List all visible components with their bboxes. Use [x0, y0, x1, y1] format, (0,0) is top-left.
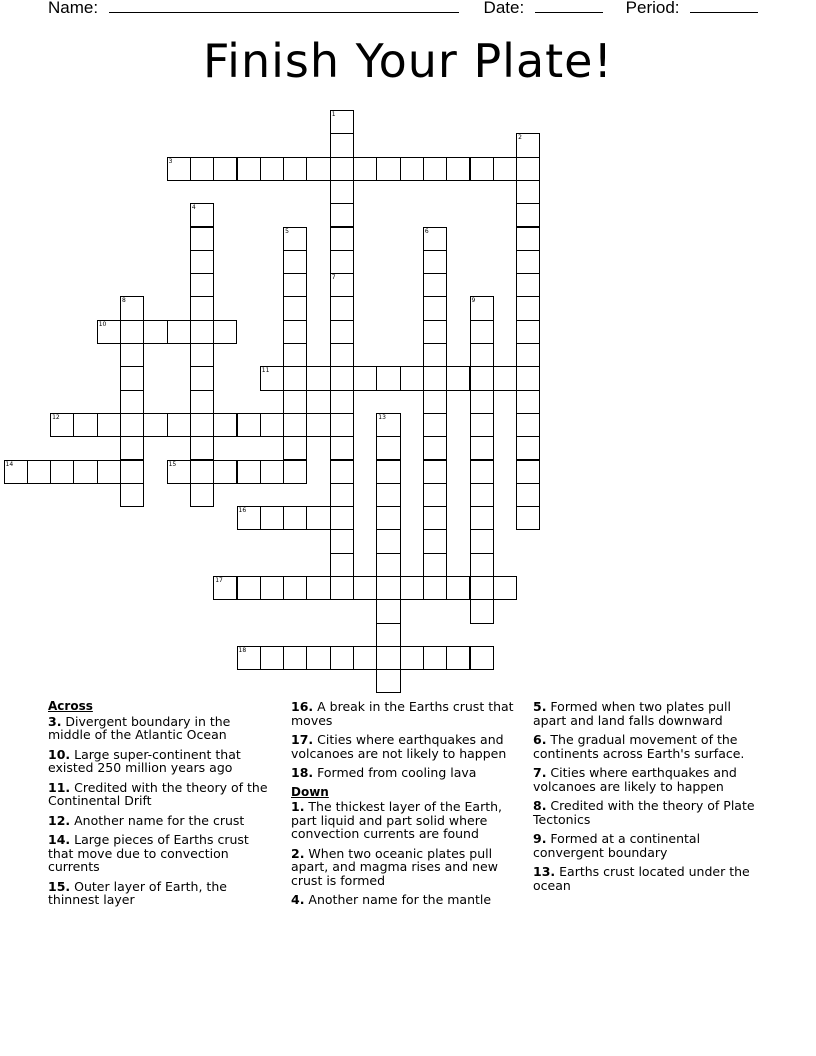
grid-cell[interactable] — [376, 483, 400, 507]
grid-cell[interactable] — [120, 320, 144, 344]
clue-number: 10 — [98, 320, 107, 328]
grid-cell[interactable] — [190, 296, 214, 320]
grid-cell[interactable] — [423, 366, 447, 390]
grid-cell[interactable] — [330, 343, 354, 367]
grid-cell[interactable] — [330, 483, 354, 507]
clue-item-number: 15. — [48, 878, 71, 894]
grid-cell[interactable] — [330, 506, 354, 530]
clue-item — [48, 814, 276, 828]
clue-item-number: 4. — [291, 892, 305, 907]
grid-cell[interactable] — [423, 343, 447, 367]
clue-item-number: 10. — [48, 746, 71, 762]
grid-cell[interactable] — [167, 413, 191, 437]
clue-number: 18 — [238, 646, 247, 654]
clue-item — [48, 880, 276, 907]
grid-cell[interactable] — [260, 576, 284, 600]
grid-cell[interactable] — [306, 366, 330, 390]
clue-number: 17 — [215, 577, 223, 584]
period-label: Period: — [625, 0, 680, 17]
clue-item-number: 6. — [533, 732, 547, 747]
clue-number: 13 — [378, 413, 386, 421]
clue-item-number: 13. — [533, 864, 556, 879]
grid-cell[interactable] — [493, 576, 517, 600]
grid-cell[interactable] — [446, 646, 470, 670]
grid-cell[interactable] — [470, 599, 494, 623]
grid-cell[interactable] — [516, 180, 540, 204]
grid-cell[interactable] — [423, 553, 447, 577]
grid-cell[interactable] — [516, 460, 540, 484]
clue-item — [533, 700, 768, 727]
grid-cell[interactable] — [143, 320, 167, 344]
grid-cell[interactable] — [376, 157, 400, 181]
date-label: Date: — [483, 0, 525, 17]
grid-cell[interactable] — [446, 366, 470, 390]
grid-cell[interactable] — [423, 436, 447, 460]
grid-cell[interactable] — [353, 366, 377, 390]
grid-cell[interactable] — [330, 390, 354, 414]
clue-item — [291, 893, 523, 907]
grid-cell[interactable] — [283, 343, 307, 367]
grid-cell[interactable] — [330, 576, 354, 600]
grid-cell[interactable] — [376, 436, 400, 460]
grid-cell[interactable] — [190, 366, 214, 390]
clues-column-1 — [48, 700, 276, 913]
clue-item — [291, 800, 523, 841]
grid-cell[interactable] — [283, 320, 307, 344]
grid-cell[interactable] — [470, 483, 494, 507]
grid-cell[interactable] — [516, 203, 540, 227]
grid-cell[interactable] — [330, 296, 354, 320]
grid-cell[interactable] — [353, 646, 377, 670]
grid-cell[interactable] — [260, 506, 284, 530]
grid-cell[interactable] — [306, 506, 330, 530]
grid-cell[interactable] — [330, 553, 354, 577]
grid-cell[interactable] — [376, 599, 400, 623]
grid-cell[interactable] — [283, 366, 307, 390]
grid-cell[interactable] — [423, 250, 447, 274]
clue-item — [533, 832, 768, 859]
clue-item-text: Large pieces of Earths crust that move due to convection currents — [48, 832, 249, 874]
grid-cell[interactable] — [376, 646, 400, 670]
grid-cell[interactable] — [306, 413, 330, 437]
grid-cell[interactable] — [423, 413, 447, 437]
across-heading: Across — [48, 699, 93, 713]
grid-cell[interactable] — [376, 506, 400, 530]
grid-cell[interactable] — [260, 157, 284, 181]
grid-cell[interactable] — [120, 460, 144, 484]
clue-number: 12 — [52, 413, 60, 421]
grid-cell[interactable] — [73, 460, 97, 484]
grid-cell[interactable] — [516, 436, 540, 460]
clue-item-number: 8. — [533, 798, 547, 813]
clue-number: 4 — [191, 204, 196, 212]
grid-cell[interactable] — [470, 646, 494, 670]
grid-cell[interactable] — [470, 553, 494, 577]
clue-number: 15 — [168, 460, 177, 468]
grid-cell[interactable] — [330, 366, 354, 390]
grid-cell[interactable] — [190, 483, 214, 507]
grid-cell[interactable] — [330, 133, 354, 157]
grid-cell[interactable] — [470, 529, 494, 553]
grid-cell[interactable] — [376, 529, 400, 553]
grid-cell[interactable] — [446, 157, 470, 181]
clue-item-number: 17. — [291, 732, 314, 747]
grid-cell[interactable] — [330, 413, 354, 437]
clue-item-text: The gradual movement of the continents across Earth's surface. — [533, 732, 745, 761]
grid-cell[interactable] — [283, 646, 307, 670]
grid-cell[interactable] — [516, 366, 540, 390]
grid-cell[interactable] — [330, 529, 354, 553]
grid-cell[interactable] — [330, 646, 354, 670]
grid-cell[interactable] — [283, 576, 307, 600]
grid-cell[interactable] — [50, 460, 74, 484]
grid-cell[interactable] — [423, 576, 447, 600]
clue-item-text: Cities where earthquakes and volcanoes are likely to happen — [533, 765, 737, 794]
grid-cell[interactable] — [516, 250, 540, 274]
grid-cell[interactable] — [376, 576, 400, 600]
clue-item — [48, 833, 276, 874]
grid-cell[interactable] — [190, 413, 214, 437]
grid-cell[interactable] — [493, 366, 517, 390]
clue-number: 5 — [285, 227, 289, 235]
grid-cell[interactable] — [283, 390, 307, 414]
grid-cell[interactable] — [470, 506, 494, 530]
clue-number: 2 — [518, 134, 522, 142]
grid-cell[interactable] — [213, 413, 237, 437]
clue-item — [533, 766, 768, 793]
grid-cell[interactable] — [306, 646, 330, 670]
grid-cell[interactable] — [190, 390, 214, 414]
grid-cell[interactable] — [470, 157, 494, 181]
grid-cell[interactable] — [423, 390, 447, 414]
clue-item-text: Cities where earthquakes and volcanoes are not likely to happen — [291, 732, 507, 761]
grid-cell[interactable] — [330, 157, 354, 181]
grid-cell[interactable] — [423, 320, 447, 344]
grid-cell[interactable] — [516, 343, 540, 367]
name-label: Name: — [48, 0, 99, 17]
clue-item-number: 7. — [533, 765, 547, 780]
grid-cell[interactable] — [376, 366, 400, 390]
clue-item-text: Another name for the crust — [70, 812, 245, 828]
grid-cell[interactable] — [423, 529, 447, 553]
clue-number: 7 — [331, 274, 336, 282]
clue-item-text: Outer layer of Earth, the thinnest layer — [48, 878, 227, 907]
grid-cell[interactable] — [516, 273, 540, 297]
clue-item-text: A break in the Earths crust that moves — [291, 699, 514, 728]
grid-cell[interactable] — [400, 366, 424, 390]
grid-cell[interactable] — [283, 273, 307, 297]
clue-item-text: The thickest layer of the Earth, part liquid and part solid where convection currents are found — [291, 799, 503, 841]
grid-cell[interactable] — [470, 413, 494, 437]
grid-cell[interactable] — [516, 296, 540, 320]
clue-number: 9 — [471, 297, 476, 305]
grid-cell[interactable] — [470, 436, 494, 460]
grid-cell[interactable] — [120, 436, 144, 460]
clue-item-number: 14. — [48, 832, 71, 847]
clue-item-number: 5. — [533, 699, 547, 714]
grid-cell[interactable] — [423, 273, 447, 297]
clues-column-3 — [533, 700, 768, 898]
clue-item-text: Formed when two plates pull apart and land falls downward — [533, 699, 731, 728]
grid-cell[interactable] — [376, 460, 400, 484]
grid-cell[interactable] — [213, 320, 237, 344]
grid-cell[interactable] — [470, 343, 494, 367]
grid-cell[interactable] — [306, 157, 330, 181]
clue-item-text: Large super-continent that existed 250 million years ago — [48, 746, 241, 775]
grid-cell[interactable] — [260, 413, 284, 437]
clue-item-number: 1. — [291, 799, 305, 814]
grid-cell[interactable] — [237, 460, 261, 484]
clue-item-number: 11. — [48, 779, 71, 795]
grid-cell[interactable] — [283, 436, 307, 460]
grid-cell[interactable] — [237, 413, 261, 437]
clue-number: 16 — [238, 507, 247, 515]
grid-cell[interactable] — [97, 413, 121, 437]
grid-cell[interactable] — [470, 320, 494, 344]
clue-item-number: 3. — [48, 713, 62, 729]
grid-cell[interactable] — [120, 413, 144, 437]
grid-cell[interactable] — [376, 669, 400, 693]
grid-cell[interactable] — [516, 413, 540, 437]
grid-cell[interactable] — [330, 180, 354, 204]
clue-item — [533, 865, 768, 892]
grid-cell[interactable] — [516, 506, 540, 530]
grid-cell[interactable] — [353, 157, 377, 181]
grid-cell[interactable] — [190, 320, 214, 344]
grid-cell[interactable] — [376, 623, 400, 647]
grid-cell[interactable] — [423, 460, 447, 484]
grid-cell[interactable] — [283, 296, 307, 320]
clue-item-text: Formed from cooling lava — [313, 765, 477, 780]
clue-number: 6 — [424, 227, 429, 235]
grid-cell[interactable] — [470, 390, 494, 414]
grid-cell[interactable] — [330, 436, 354, 460]
grid-cell[interactable] — [353, 576, 377, 600]
clue-number: 8 — [122, 297, 126, 305]
clue-item-text: When two oceanic plates pull apart, and magma rises and new crust is formed — [291, 845, 498, 888]
clue-item-number: 18. — [291, 765, 314, 780]
grid-cell[interactable] — [143, 413, 167, 437]
grid-cell[interactable] — [376, 553, 400, 577]
grid-cell[interactable] — [237, 157, 261, 181]
clue-item — [48, 715, 276, 742]
grid-cell[interactable] — [516, 157, 540, 181]
grid-cell[interactable] — [190, 250, 214, 274]
grid-cell[interactable] — [190, 343, 214, 367]
grid-cell[interactable] — [190, 436, 214, 460]
grid-cell[interactable] — [423, 506, 447, 530]
grid-cell[interactable] — [120, 390, 144, 414]
clue-item-text: Divergent boundary in the middle of the Atlantic Ocean — [48, 713, 231, 742]
grid-cell[interactable] — [260, 646, 284, 670]
grid-cell[interactable] — [283, 250, 307, 274]
clue-item — [48, 748, 276, 775]
clue-item-number: 9. — [533, 831, 547, 846]
clue-item — [291, 847, 523, 888]
clue-item-text: Credited with the theory of the Continental Drift — [48, 779, 268, 808]
clue-item-text: Formed at a continental convergent boundary — [533, 831, 701, 860]
grid-cell[interactable] — [330, 203, 354, 227]
grid-cell[interactable] — [306, 576, 330, 600]
clue-number: 14 — [5, 460, 14, 468]
clues-column-2 — [291, 700, 523, 913]
grid-cell[interactable] — [120, 343, 144, 367]
clue-item — [291, 700, 523, 727]
clue-item — [533, 733, 768, 760]
clue-number: 11 — [261, 367, 270, 375]
clue-number: 1 — [331, 111, 336, 118]
grid-cell[interactable] — [330, 460, 354, 484]
grid-cell[interactable] — [213, 157, 237, 181]
clue-item-number: 16. — [291, 699, 314, 714]
grid-cell[interactable] — [283, 413, 307, 437]
grid-cell[interactable] — [330, 320, 354, 344]
grid-cell[interactable] — [237, 576, 261, 600]
clue-item-text: Another name for the mantle — [304, 892, 492, 907]
clue-item — [533, 799, 768, 826]
grid-cell[interactable] — [423, 483, 447, 507]
grid-cell[interactable] — [423, 157, 447, 181]
grid-cell[interactable] — [167, 320, 191, 344]
grid-cell[interactable] — [400, 646, 424, 670]
grid-cell[interactable] — [330, 250, 354, 274]
grid-cell[interactable] — [516, 320, 540, 344]
grid-cell[interactable] — [283, 506, 307, 530]
clue-item — [48, 781, 276, 808]
clue-item-text: Earths crust located under the ocean — [533, 864, 750, 893]
grid-cell[interactable] — [516, 483, 540, 507]
grid-cell[interactable] — [470, 576, 494, 600]
grid-cell[interactable] — [446, 576, 470, 600]
grid-cell[interactable] — [213, 460, 237, 484]
grid-cell[interactable] — [283, 460, 307, 484]
grid-cell[interactable] — [190, 227, 214, 251]
grid-cell[interactable] — [423, 646, 447, 670]
clue-item — [291, 766, 523, 780]
grid-cell[interactable] — [120, 366, 144, 390]
grid-cell[interactable] — [27, 460, 51, 484]
grid-cell[interactable] — [190, 273, 214, 297]
grid-cell[interactable] — [400, 576, 424, 600]
grid-cell[interactable] — [516, 390, 540, 414]
down-heading: Down — [291, 784, 329, 799]
grid-cell[interactable] — [470, 460, 494, 484]
grid-cell[interactable] — [330, 227, 354, 251]
grid-cell[interactable] — [73, 413, 97, 437]
grid-cell[interactable] — [120, 483, 144, 507]
grid-cell[interactable] — [283, 157, 307, 181]
grid-cell[interactable] — [516, 227, 540, 251]
grid-cell[interactable] — [190, 460, 214, 484]
grid-cell[interactable] — [97, 460, 121, 484]
clue-item-number: 2. — [291, 845, 305, 861]
grid-cell[interactable] — [423, 296, 447, 320]
grid-cell[interactable] — [470, 366, 494, 390]
clue-item-text: Credited with the theory of Plate Tectonics — [533, 798, 755, 827]
clue-number: 3 — [168, 157, 173, 165]
page-title: Finish Your Plate! — [203, 34, 613, 88]
clue-item — [291, 733, 523, 760]
clue-item-number: 12. — [48, 812, 71, 828]
grid-cell[interactable] — [400, 157, 424, 181]
grid-cell[interactable] — [190, 157, 214, 181]
grid-cell[interactable] — [493, 157, 517, 181]
grid-cell[interactable] — [260, 460, 284, 484]
